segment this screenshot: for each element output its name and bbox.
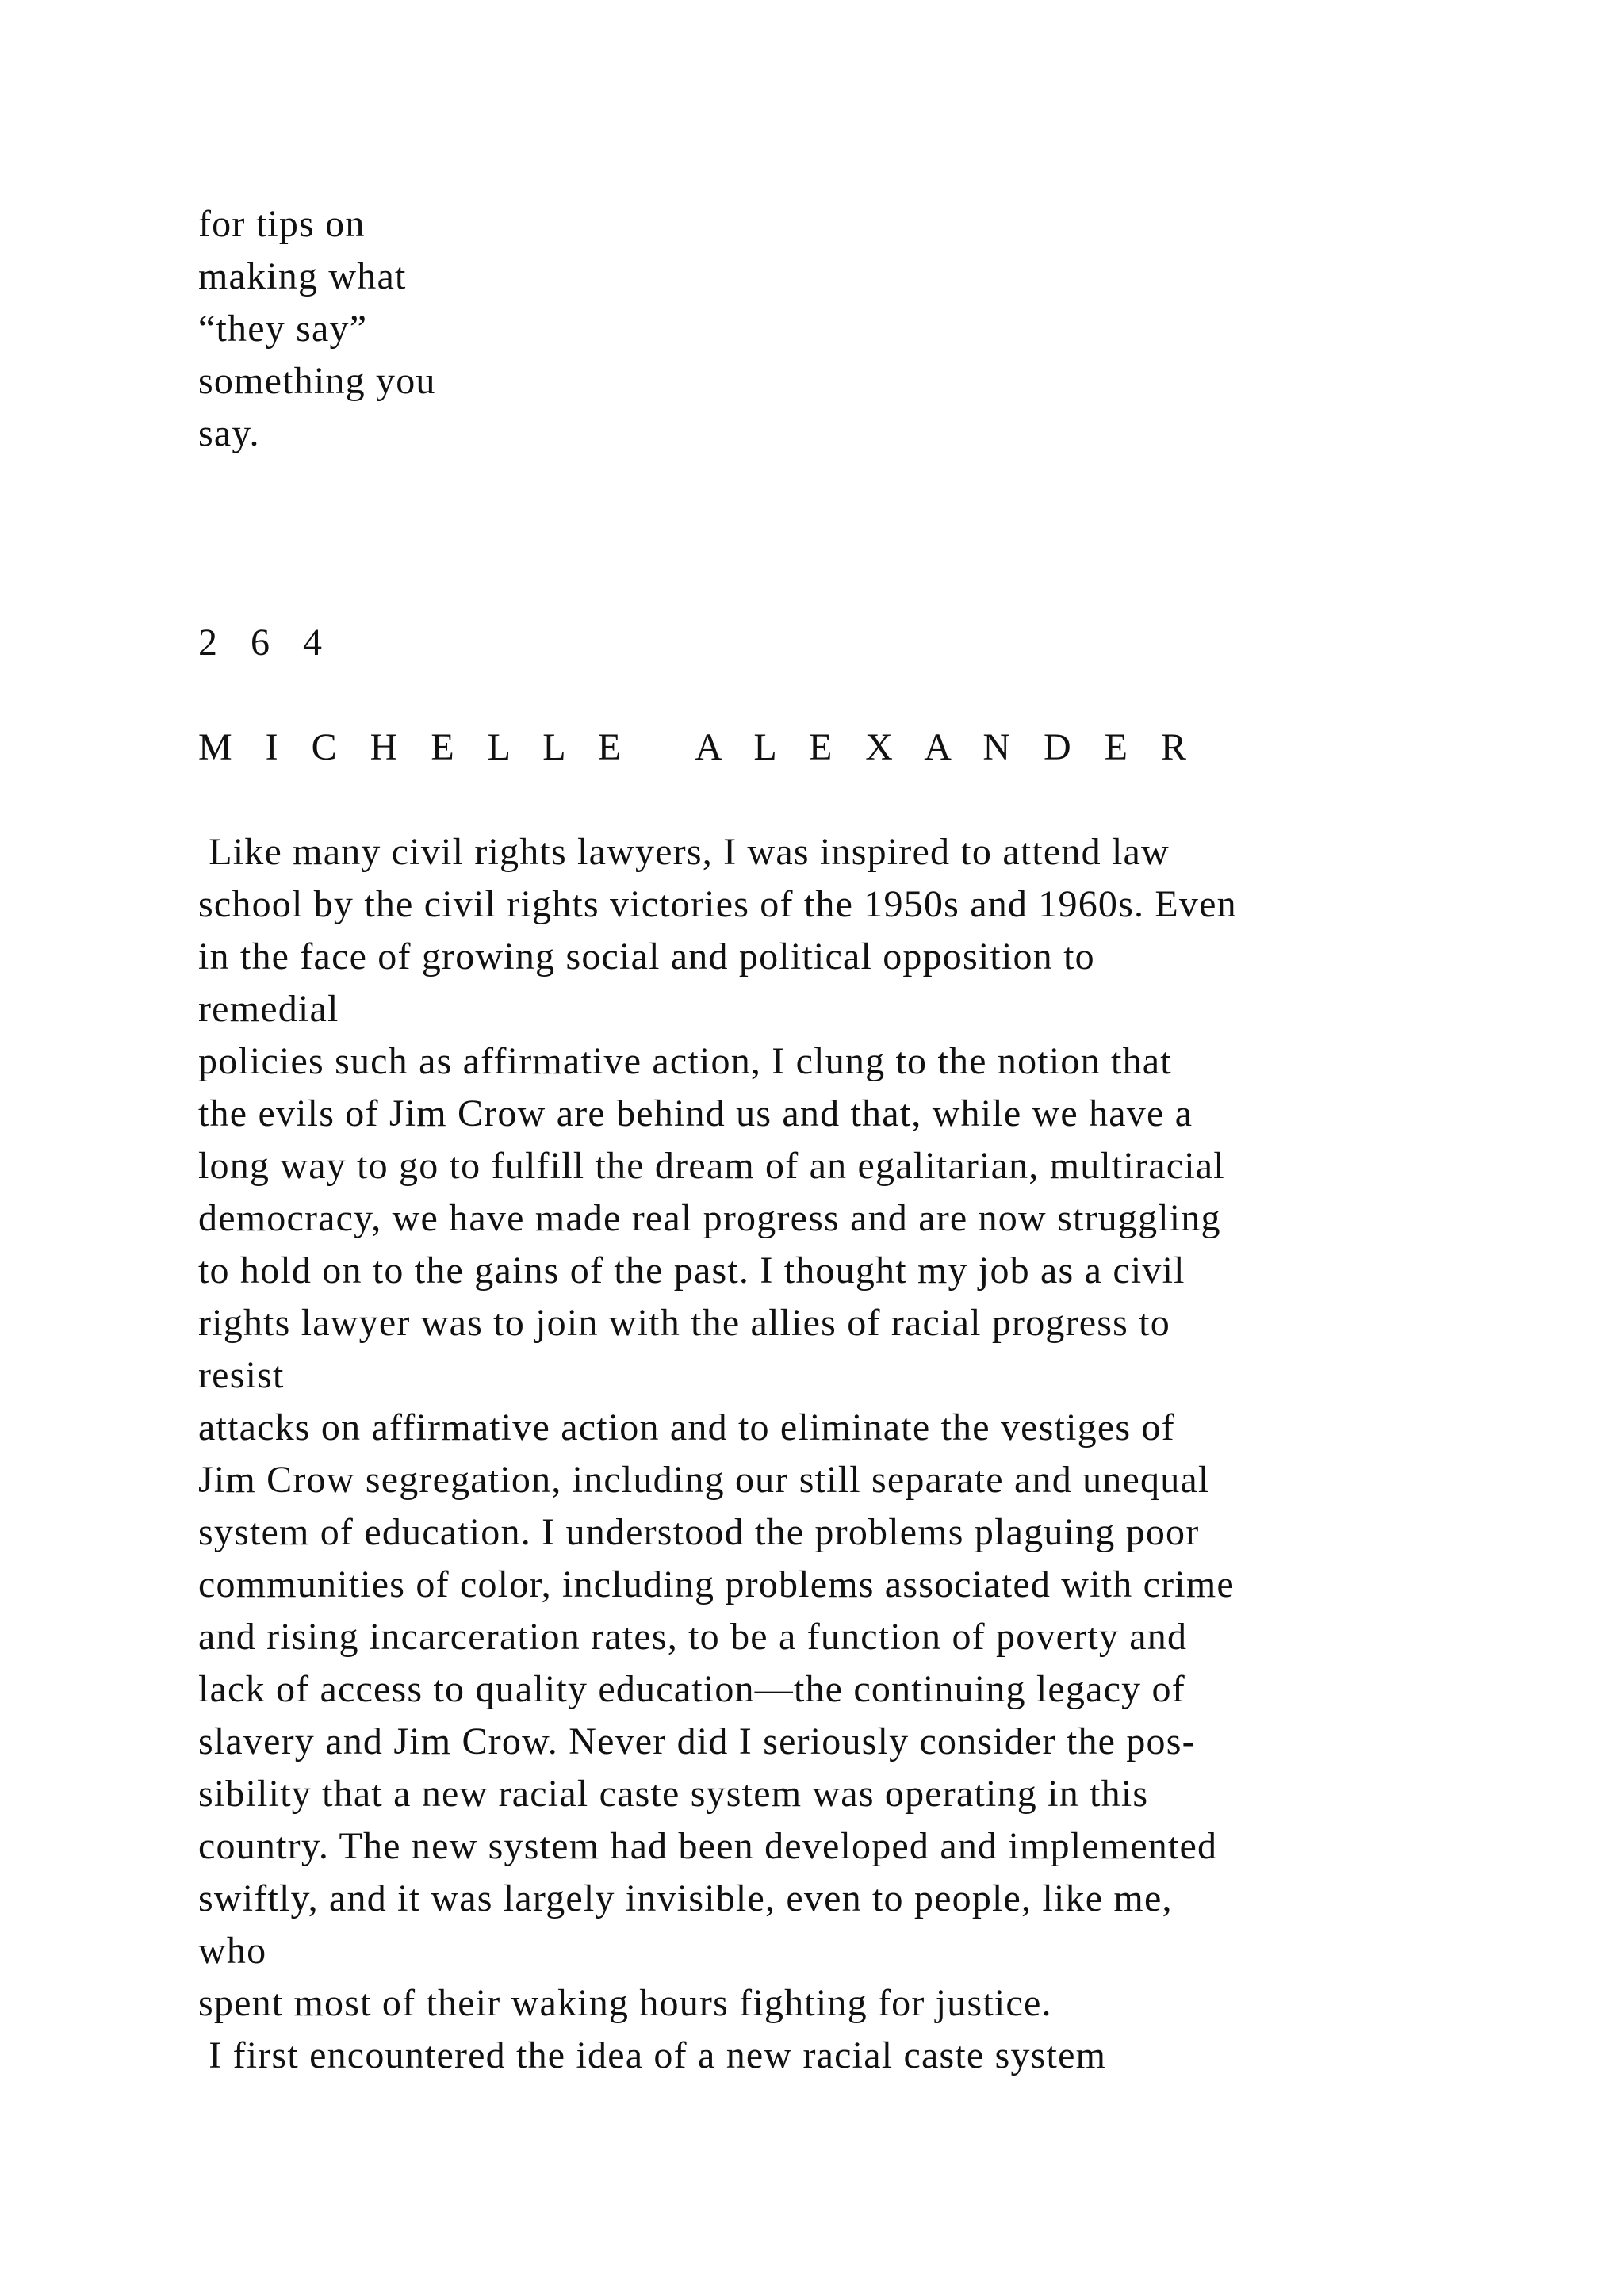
body-line: the evils of Jim Crow are behind us and that, while we have a xyxy=(198,1093,1193,1135)
body-line: who xyxy=(198,1930,267,1972)
body-line: to hold on to the gains of the past. I thought my job as a civil xyxy=(198,1249,1185,1292)
body-line: attacks on affirmative action and to eliminate the vestiges of xyxy=(198,1406,1175,1448)
body-line: policies such as affirmative action, I clung to the notion that xyxy=(198,1040,1172,1082)
body-line: system of education. I understood the problems plaguing poor xyxy=(198,1511,1200,1553)
side-note-line: for tips on xyxy=(198,203,366,245)
side-note-line: making what xyxy=(198,255,407,297)
side-note-line: something you xyxy=(198,360,436,402)
body-line: slavery and Jim Crow. Never did I seriously consider the pos- xyxy=(198,1720,1196,1762)
body-line: resist xyxy=(198,1354,285,1396)
body-line: school by the civil rights victories of the 1950s and 1960s. Even xyxy=(198,883,1237,925)
body-line: communities of color, including problems associated with crime xyxy=(198,1563,1235,1605)
side-note-line: “they say” xyxy=(198,308,368,350)
body-line: country. The new system had been developed and implemented xyxy=(198,1825,1218,1867)
body-line: Like many civil rights lawyers, I was inspired to attend law xyxy=(198,831,1170,873)
body-line: remedial xyxy=(198,988,339,1030)
body-line: rights lawyer was to join with the allies of racial progress to xyxy=(198,1302,1170,1344)
body-line: swiftly, and it was largely invisible, even to people, like me, xyxy=(198,1877,1173,1919)
body-line: democracy, we have made real progress and are now struggling xyxy=(198,1197,1221,1239)
page-number: 2 6 4 xyxy=(198,622,334,664)
body-line: and rising incarceration rates, to be a function of poverty and xyxy=(198,1616,1188,1658)
body-line: long way to go to fulfill the dream of an egalitarian, multiracial xyxy=(198,1145,1225,1187)
body-line: I first encountered the idea of a new racial caste system xyxy=(198,2034,1107,2076)
author-name: M I C H E L L E A L E X A N D E R xyxy=(198,726,1198,768)
body-line: lack of access to quality education—the continuing legacy of xyxy=(198,1668,1185,1710)
body-line: sibility that a new racial caste system was operating in this xyxy=(198,1773,1149,1815)
side-note-line: say. xyxy=(198,412,260,454)
body-line: in the face of growing social and political opposition to xyxy=(198,936,1095,978)
body-line: spent most of their waking hours fighting for justice. xyxy=(198,1982,1052,2024)
body-line: Jim Crow segregation, including our still separate and unequal xyxy=(198,1459,1210,1501)
